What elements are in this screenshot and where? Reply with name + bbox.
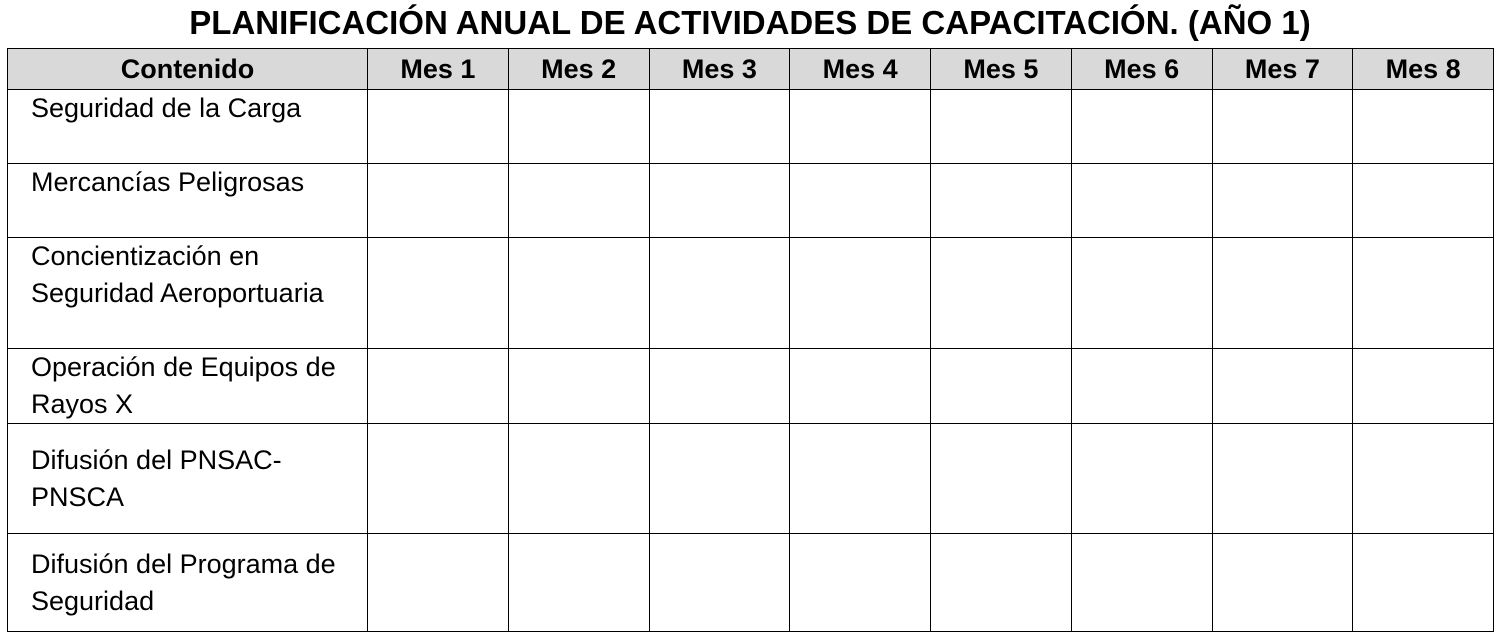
month-cell [1212, 424, 1353, 534]
month-cell [1353, 164, 1494, 238]
month-cell [368, 349, 509, 424]
month-cell [1071, 238, 1212, 349]
month-cell [508, 90, 649, 164]
month-cell [931, 238, 1072, 349]
month-cell [508, 424, 649, 534]
row-content-cell: Seguridad de la Carga [8, 90, 368, 164]
month-cell [368, 164, 509, 238]
table-row [8, 164, 1494, 238]
month-cell [790, 164, 931, 238]
table-row [8, 238, 1494, 349]
month-cell [1212, 534, 1353, 632]
month-cell [931, 164, 1072, 238]
row-content-cell: Mercancías Peligrosas [8, 164, 368, 238]
table-row [8, 534, 1494, 632]
month-cell [790, 238, 931, 349]
month-cell [790, 424, 931, 534]
table-row [8, 424, 1494, 534]
month-cell [1212, 164, 1353, 238]
month-cell [508, 534, 649, 632]
table-header-row [8, 49, 1494, 90]
month-cell [1071, 90, 1212, 164]
month-cell [508, 238, 649, 349]
month-cell [790, 534, 931, 632]
month-cell [368, 90, 509, 164]
month-cell [368, 238, 509, 349]
month-cell [1353, 90, 1494, 164]
header-mes-3: Mes 3 [649, 49, 790, 90]
header-mes-2: Mes 2 [508, 49, 649, 90]
header-mes-8: Mes 8 [1353, 49, 1494, 90]
month-cell [1212, 349, 1353, 424]
month-cell [368, 534, 509, 632]
header-mes-1: Mes 1 [368, 49, 509, 90]
month-cell [1353, 238, 1494, 349]
row-content-cell: Difusión del PNSAC-PNSCA [8, 424, 368, 534]
month-cell [931, 424, 1072, 534]
month-cell [1071, 534, 1212, 632]
header-mes-4: Mes 4 [790, 49, 931, 90]
header-contenido: Contenido [8, 49, 368, 90]
month-cell [649, 238, 790, 349]
month-cell [1353, 424, 1494, 534]
header-mes-7: Mes 7 [1212, 49, 1353, 90]
month-cell [931, 90, 1072, 164]
row-content-cell: Operación de Equipos de Rayos X [8, 349, 368, 424]
month-cell [368, 424, 509, 534]
month-cell [1071, 164, 1212, 238]
month-cell [649, 90, 790, 164]
month-cell [1071, 349, 1212, 424]
row-content-cell: Difusión del Programa de Seguridad [8, 534, 368, 632]
month-cell [1353, 349, 1494, 424]
training-plan-table [7, 48, 1494, 632]
table-row [8, 349, 1494, 424]
row-content-cell: Concientización en Seguridad Aeroportuaria [8, 238, 368, 349]
month-cell [508, 349, 649, 424]
header-mes-6: Mes 6 [1071, 49, 1212, 90]
table-row [8, 90, 1494, 164]
month-cell [508, 164, 649, 238]
month-cell [931, 534, 1072, 632]
month-cell [649, 424, 790, 534]
month-cell [931, 349, 1072, 424]
header-mes-5: Mes 5 [931, 49, 1072, 90]
month-cell [1212, 90, 1353, 164]
month-cell [649, 534, 790, 632]
month-cell [649, 349, 790, 424]
month-cell [790, 349, 931, 424]
month-cell [790, 90, 931, 164]
document-title: PLANIFICACIÓN ANUAL DE ACTIVIDADES DE CAPACITACIÓN. (AÑO 1) [189, 4, 1311, 41]
month-cell [649, 164, 790, 238]
month-cell [1353, 534, 1494, 632]
month-cell [1212, 238, 1353, 349]
month-cell [1071, 424, 1212, 534]
